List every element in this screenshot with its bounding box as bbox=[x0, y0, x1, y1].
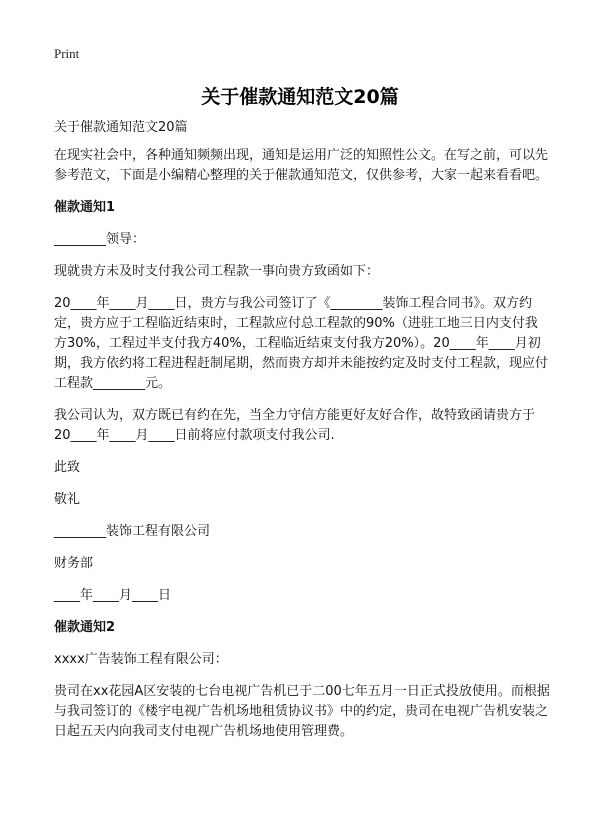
letter2-paragraph-1: 贵司在xx花园A区安装的七台电视广告机已于二00七年五月一日正式投放使用。而根据与我司签订的《楼宇电视广告机场地租赁协议书》中的约定，贵司在电视广告机安装之日起五天内向我司支付电视广告机场地使用管理费。 bbox=[54, 684, 550, 739]
sender-company: ________装饰工程有限公司 bbox=[54, 524, 211, 539]
intro-paragraph: 在现实社会中，各种通知频频出现，通知是运用广泛的知照性公文。在写之前，可以先参考范文，下面是小编精心整理的关于催款通知范文，仅供参考，大家一起来看看吧。 bbox=[54, 148, 549, 183]
section-heading-1: 催款通知1 bbox=[54, 200, 116, 215]
salutation: ________领导： bbox=[54, 232, 146, 247]
print-link[interactable]: Print bbox=[54, 46, 80, 61]
letter-paragraph-3: 我公司认为，双方既已有约在先，当全力守信方能更好友好合作，故特致函请贵方于20____年____月____日前将应付款项支付我公司. bbox=[54, 408, 536, 443]
closing-line-2: 敬礼 bbox=[54, 492, 81, 507]
page-title: 关于催款通知范文20篇 bbox=[201, 86, 399, 108]
document-subtitle: 关于催款通知范文20篇 bbox=[54, 120, 188, 135]
letter-paragraph-1: 现就贵方未及时支付我公司工程款一事向贵方致函如下： bbox=[54, 264, 380, 279]
sender-department: 财务部 bbox=[54, 556, 94, 571]
document-body bbox=[54, 118, 550, 754]
letter-date: ____年____月____日 bbox=[54, 588, 172, 603]
section-heading-2: 催款通知2 bbox=[54, 620, 116, 635]
salutation-2: xxxx广告装饰工程有限公司： bbox=[54, 652, 228, 667]
letter-paragraph-2: 20____年____月____日，贵方与我公司签订了《________装饰工程合同书》。双方约定，贵方应于工程临近结束时，工程款应付总工程款的90%（进驻工地三日内支付我方30%，工程过半支付我方40%，工程临近结束支付我方20%）。20____年____月初期，我方依约将工程进程赶制尾期，然而贵方却并未能按约定及时支付工程款，现应付工程款________元。 bbox=[54, 296, 549, 391]
closing-line-1: 此致 bbox=[54, 460, 81, 475]
